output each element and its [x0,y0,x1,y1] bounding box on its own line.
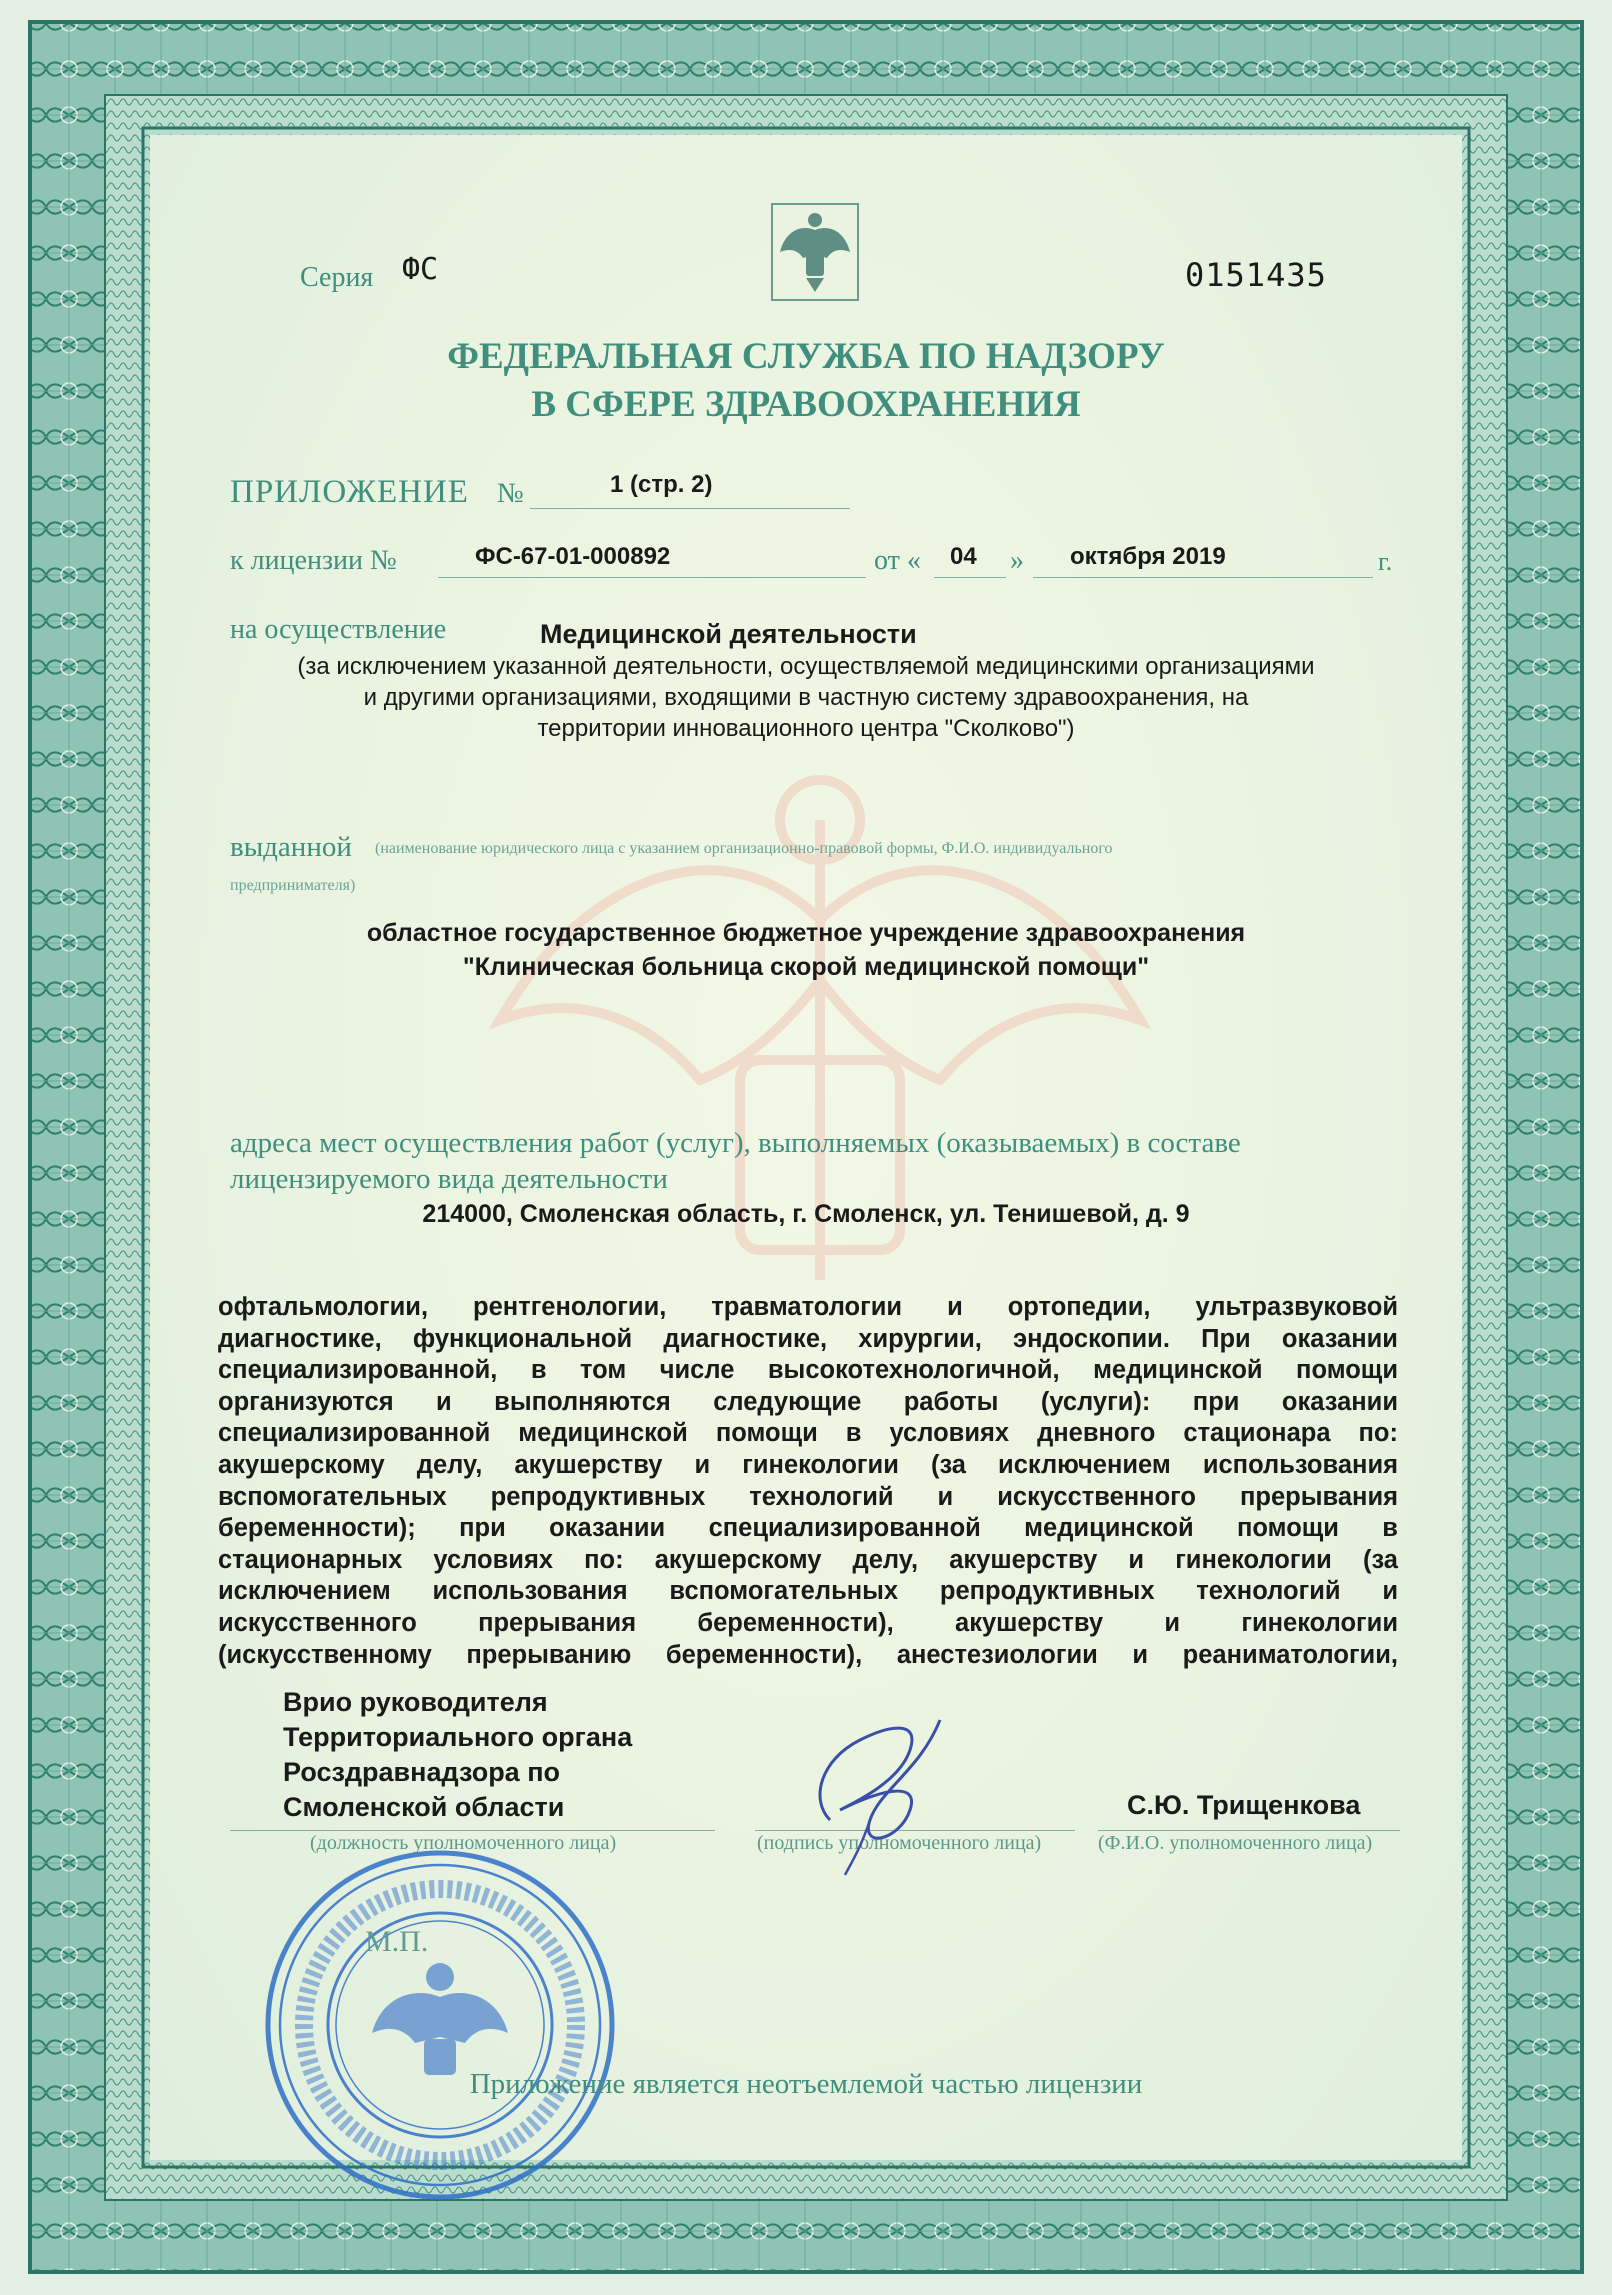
activity-note-1: (за исключением указанной деятельности, осуществляемой медицинскими организациями [297,653,1315,680]
signer-position-line: Смоленской области [283,1792,565,1822]
address-value: 214000, Смоленская область, г. Смоленск, ул. Тенишевой, д. 9 [422,1200,1190,1228]
services-line: (искусственному прерыванию беременности), анестезиологии и реаниматологии, [218,1640,1398,1669]
activity-note-2: и другими организациями, входящими в частную систему здравоохранения, на [363,684,1249,711]
caption-signature: (подпись уполномоченного лица) [757,1832,1042,1854]
appendix-label: ПРИЛОЖЕНИЕ [230,474,469,510]
activity-note-3: территории инновационного центра "Сколково") [537,715,1075,742]
activity-label: на осуществление [230,614,447,645]
services-line: исключением использования вспомогательных репродуктивных технологий и [218,1577,1398,1606]
seal-place-label: М.П. [365,1925,429,1958]
services-line: специализированной медицинской помощи в условиях дневного стационара по: [218,1419,1398,1448]
license-number: ФС-67-01-000892 [475,543,671,570]
address-label-2: лицензируемого вида деятельности [230,1163,668,1195]
services-line: офтальмологии, рентгенологии, травматологии и ортопедии, ультразвуковой [218,1293,1398,1321]
services-line: беременности); при оказании специализированной медицинской помощи в [218,1514,1398,1543]
license-month-year: октября 2019 [1070,543,1226,570]
services-text [218,1292,1398,1671]
activity-value: Медицинской деятельности [540,619,917,649]
services-line: акушерскому делу, акушерству и гинекологии (за исключением использования [218,1450,1398,1479]
handwritten-signature [800,1700,950,1880]
appendix-value: 1 (стр. 2) [610,471,713,498]
issued-hint-1: (наименование юридического лица с указанием организационно-правовой формы, Ф.И.О. индивидуального [375,840,1113,857]
year-suffix: г. [1378,547,1393,576]
issued-label: выданной [230,831,352,863]
signer-position-line: Врио руководителя [283,1687,548,1717]
caption-position: (должность уполномоченного лица) [310,1832,617,1854]
organization-line-2: "Клиническая больница скорой медицинской помощи" [462,953,1150,981]
authority-title-2: В СФЕРЕ ЗДРАВООХРАНЕНИЯ [531,384,1081,425]
signer-position-line: Росздравнадзора по [283,1757,561,1787]
signer-position [283,1685,632,1825]
license-label: к лицензии № [230,545,397,576]
caption-name: (Ф.И.О. уполномоченного лица) [1098,1832,1373,1854]
organization-line-1: областное государственное бюджетное учреждение здравоохранения [366,919,1246,947]
services-line: стационарных условиях по: акушерскому делу, акушерству и гинекологии (за [218,1545,1398,1574]
signer-name: С.Ю. Трищенкова [1127,1790,1361,1820]
footer-note: Приложение является неотъемлемой частью лицензии [469,2068,1143,2100]
series-value: ФС [402,252,439,287]
services-line: специализированной, в том числе высокотехнологичной, медицинской помощи [218,1356,1398,1385]
date-from-label: от « [874,545,921,576]
series-label: Серия [300,262,374,293]
signer-position-line: Территориального органа [283,1722,633,1752]
issued-hint-2: предпринимателя) [230,877,356,894]
address-label-1: адреса мест осуществления работ (услуг), выполняемых (оказываемых) в составе [230,1127,1241,1159]
services-line: диагностике, функциональной диагностике, хирургии, эндоскопии. При оказании [218,1324,1398,1353]
appendix-number-sign: № [497,478,524,509]
license-day: 04 [950,543,977,570]
date-close-label: » [1010,545,1024,576]
official-stamp [260,1845,620,2205]
form-number: 0151435 [1185,256,1327,294]
services-line: вспомогательных репродуктивных технологий и искусственного прерывания [218,1482,1398,1511]
services-line: искусственного прерывания беременности), акушерству и гинекологии [218,1608,1398,1637]
services-line: организуются и выполняются следующие работы (услуги): при оказании [218,1387,1398,1416]
coat-of-arms-icon [770,202,860,302]
authority-title-1: ФЕДЕРАЛЬНАЯ СЛУЖБА ПО НАДЗОРУ [447,336,1165,377]
